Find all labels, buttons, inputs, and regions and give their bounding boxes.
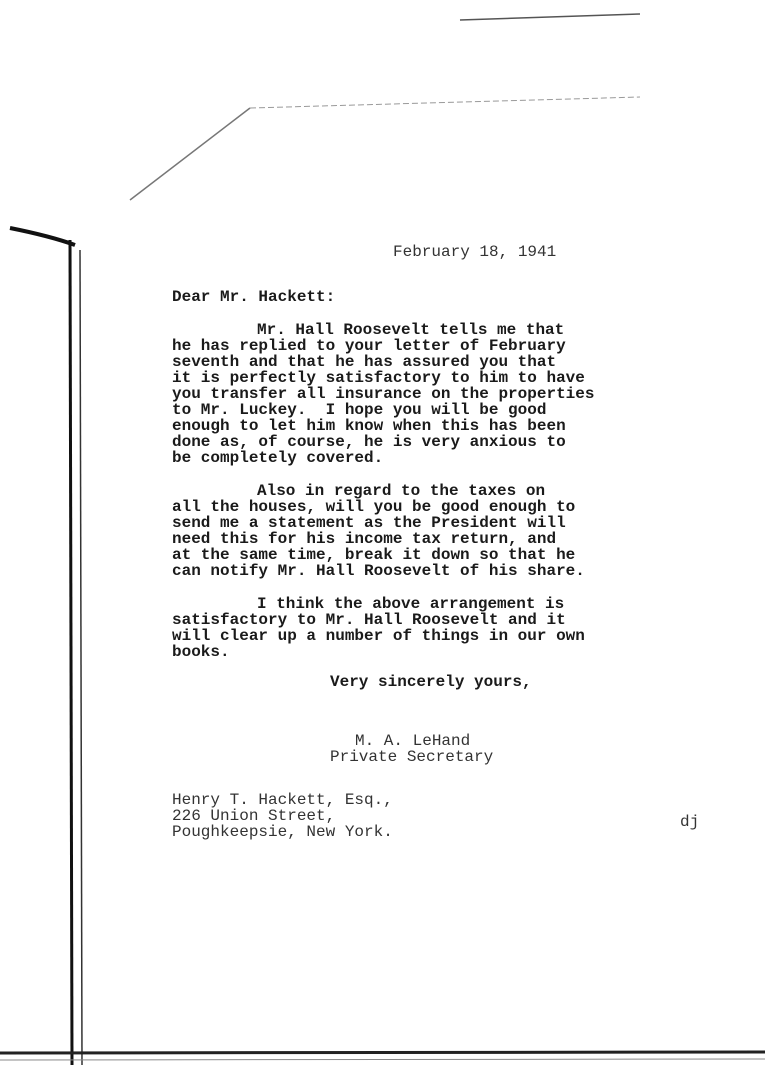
paragraph-line: all the houses, will you be good enough to: [172, 498, 576, 516]
signer-title: Private Secretary: [330, 748, 494, 766]
paragraph-line: I think the above arrangement is: [257, 595, 565, 613]
paragraph-line: it is perfectly satisfactory to him to have: [172, 369, 585, 387]
paragraph-line: send me a statement as the President will: [172, 514, 566, 532]
paragraph-line: he has replied to your letter of February: [172, 337, 566, 355]
paragraph-line: enough to let him know when this has been: [172, 417, 566, 435]
paragraph-line: seventh and that he has assured you that: [172, 353, 557, 371]
paragraph-line: Also in regard to the taxes on: [257, 482, 546, 500]
paragraph-line: satisfactory to Mr. Hall Roosevelt and it: [172, 611, 566, 629]
address-line: Henry T. Hackett, Esq.,: [172, 791, 393, 809]
closing: Very sincerely yours,: [330, 673, 532, 691]
salutation: Dear Mr. Hackett:: [172, 288, 336, 306]
paragraph-line: you transfer all insurance on the properties: [172, 385, 595, 403]
paragraph-line: be completely covered.: [172, 449, 384, 467]
paragraph-line: Mr. Hall Roosevelt tells me that: [257, 321, 565, 339]
address-line: Poughkeepsie, New York.: [172, 823, 393, 841]
paragraph-line: will clear up a number of things in our own: [172, 627, 585, 645]
address-line: 226 Union Street,: [172, 807, 336, 825]
paragraph-line: at the same time, break it down so that he: [172, 546, 576, 564]
typist-initials: dj: [680, 813, 700, 831]
signer-name: M. A. LeHand: [355, 732, 471, 750]
paragraph-line: books.: [172, 643, 230, 661]
letter-date: February 18, 1941: [393, 243, 557, 261]
paragraph-line: to Mr. Luckey. I hope you will be good: [172, 401, 547, 419]
paragraph-line: need this for his income tax return, and: [172, 530, 557, 548]
paragraph-line: done as, of course, he is very anxious to: [172, 433, 566, 451]
paragraph-line: can notify Mr. Hall Roosevelt of his share.: [172, 562, 585, 580]
